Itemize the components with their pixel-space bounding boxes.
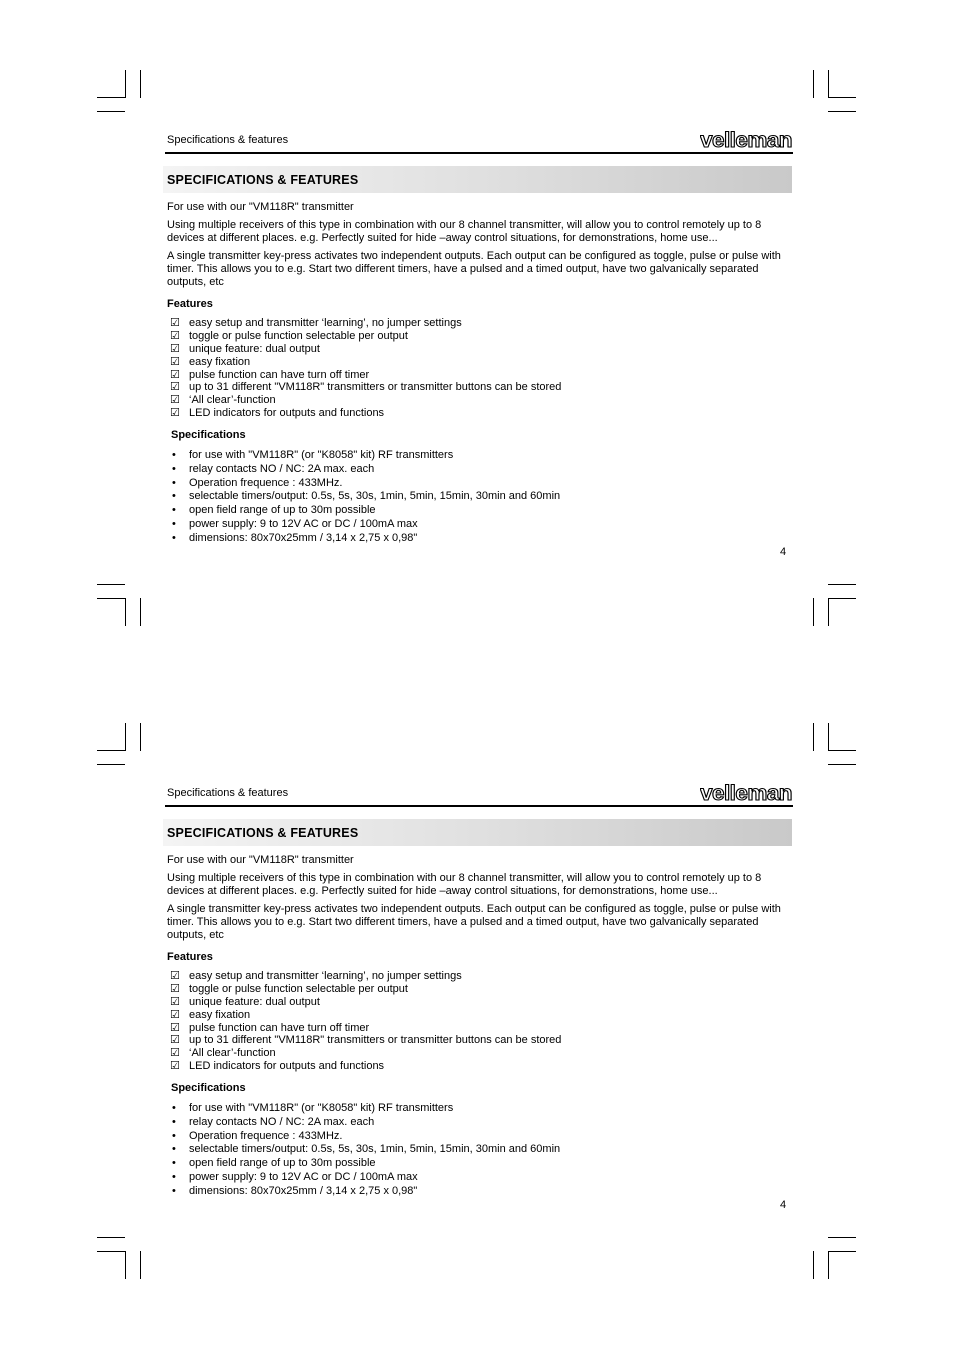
svg-text:velleman: velleman (700, 129, 792, 152)
bullet-dot-icon: • (172, 449, 176, 461)
header-rule (165, 152, 793, 154)
section-title: SPECIFICATIONS & FEATURES (167, 173, 359, 187)
checkbox-checked-icon: ☑ (170, 368, 180, 381)
checkbox-checked-icon: ☑ (170, 381, 180, 394)
list-item: ☑ toggle or pulse function selectable per output (170, 329, 408, 342)
section-title: SPECIFICATIONS & FEATURES (167, 826, 359, 840)
list-item: • for use with "VM118R" (or "K8058" kit) RF transmitters (172, 1102, 454, 1114)
crop-mark (140, 70, 141, 98)
paragraph-1: Using multiple receivers of this type in combination with our 8 channel transmitter, will allow you to control remotely up to 8 devices at different places. e.g. Perfectly suited for hide –away control situations, for demonstrations, home use... (167, 219, 762, 244)
crop-mark (140, 598, 141, 626)
crop-mark (125, 1251, 126, 1279)
list-item: • relay contacts NO / NC: 2A max. each (172, 1115, 375, 1128)
list-item: • dimensions: 80x70x25mm / 3,14 x 2,75 x 0,98" (172, 1184, 418, 1197)
crop-mark (125, 70, 126, 98)
bullet-dot-icon: • (172, 1157, 176, 1170)
bullet-dot-icon: • (172, 476, 176, 489)
bullet-dot-icon: • (172, 1184, 176, 1197)
intro-text: For use with our "VM118R" transmitter (167, 201, 354, 213)
specs-list (170, 449, 560, 546)
checkbox-checked-icon: ☑ (170, 1034, 180, 1047)
crop-mark (97, 111, 125, 112)
crop-mark (828, 723, 829, 751)
list-item: ☑ easy setup and transmitter ‘learning’, no jumper settings (170, 970, 462, 982)
list-item: • Operation frequence : 433MHz. (172, 476, 343, 489)
list-item: ☑ easy fixation (170, 1008, 251, 1021)
paragraph-1: Using multiple receivers of this type in combination with our 8 channel transmitter, will allow you to control remotely up to 8 devices at different places. e.g. Perfectly suited for hide –away control situations, for demonstrations, home use... (167, 872, 762, 897)
list-item: ☑ unique feature: dual output (170, 342, 320, 355)
crop-mark (97, 1237, 125, 1238)
svg-text:velleman: velleman (700, 782, 792, 805)
bullet-dot-icon: • (172, 1143, 176, 1156)
checkbox-checked-icon: ☑ (170, 407, 180, 420)
crop-mark (828, 584, 856, 585)
bullet-dot-icon: • (172, 531, 176, 544)
features-heading: Features (167, 298, 213, 310)
list-item: ☑ ‘All clear’-function (170, 394, 276, 407)
crop-mark (97, 598, 125, 599)
crop-mark (828, 1251, 829, 1279)
list-item: • open field range of up to 30m possible (172, 504, 376, 517)
list-item: • dimensions: 80x70x25mm / 3,14 x 2,75 x 0,98" (172, 531, 418, 544)
specs-list (170, 1102, 560, 1199)
list-item: ☑ unique feature: dual output (170, 995, 320, 1008)
checkbox-checked-icon: ☑ (170, 355, 180, 368)
page-number: 4 (780, 546, 787, 558)
crop-mark (140, 1251, 141, 1279)
intro-text: For use with our "VM118R" transmitter (167, 854, 354, 866)
velleman-logo (700, 128, 792, 152)
bullet-dot-icon: • (172, 1129, 176, 1142)
checkbox-checked-icon: ☑ (170, 394, 180, 407)
list-item: • power supply: 9 to 12V AC or DC / 100mA max (172, 517, 418, 530)
bullet-dot-icon: • (172, 490, 176, 503)
list-item: ☑ up to 31 different "VM118R" transmitters or transmitter buttons can be stored (170, 381, 562, 394)
velleman-logo (700, 781, 792, 805)
crop-mark (125, 598, 126, 626)
header-rule (165, 805, 793, 807)
checkbox-checked-icon: ☑ (170, 342, 180, 355)
crop-mark (828, 1237, 856, 1238)
checkbox-checked-icon: ☑ (170, 1021, 180, 1034)
checkbox-checked-icon: ☑ (170, 995, 180, 1008)
crop-mark (828, 70, 829, 98)
crop-mark (97, 1251, 125, 1252)
crop-mark (828, 97, 856, 98)
bullet-dot-icon: • (172, 462, 176, 475)
checkbox-checked-icon: ☑ (170, 1060, 180, 1073)
list-item: ☑ up to 31 different "VM118R" transmitters or transmitter buttons can be stored (170, 1034, 562, 1047)
list-item: ☑ pulse function can have turn off timer (170, 368, 370, 381)
crop-mark (828, 764, 856, 765)
running-header: Specifications & features (167, 787, 289, 799)
bullet-dot-icon: • (172, 517, 176, 530)
list-item: ☑ easy fixation (170, 355, 251, 368)
crop-mark (97, 584, 125, 585)
running-header: Specifications & features (167, 134, 289, 146)
paragraph-2: A single transmitter key-press activates two independent outputs. Each output can be configured as toggle, pulse or pulse with timer. This allows you to e.g. Start two different timers, have a pulsed and a timed output, have two galvanically separated outputs, etc (167, 250, 781, 288)
list-item: ☑ LED indicators for outputs and functions (170, 1060, 385, 1073)
checkbox-checked-icon: ☑ (170, 317, 180, 329)
paragraph-2: A single transmitter key-press activates two independent outputs. Each output can be configured as toggle, pulse or pulse with timer. This allows you to e.g. Start two different timers, have a pulsed and a timed output, have two galvanically separated outputs, etc (167, 903, 781, 941)
crop-mark (828, 750, 856, 751)
section-band (163, 166, 792, 193)
list-item: ☑ LED indicators for outputs and functions (170, 407, 385, 420)
list-item: • relay contacts NO / NC: 2A max. each (172, 462, 375, 475)
list-item: ☑ easy setup and transmitter ‘learning’, no jumper settings (170, 317, 462, 329)
list-item: • power supply: 9 to 12V AC or DC / 100mA max (172, 1170, 418, 1183)
list-item: • selectable timers/output: 0.5s, 5s, 30s, 1min, 5min, 15min, 30min and 60min (172, 1143, 561, 1156)
list-item: ☑ toggle or pulse function selectable per output (170, 982, 408, 995)
bullet-dot-icon: • (172, 1102, 176, 1114)
crop-mark (813, 1251, 814, 1279)
specs-heading: Specifications (171, 429, 246, 441)
crop-mark (97, 764, 125, 765)
document-page-2 (0, 653, 954, 1306)
checkbox-checked-icon: ☑ (170, 329, 180, 342)
crop-mark (97, 750, 125, 751)
checkbox-checked-icon: ☑ (170, 1008, 180, 1021)
document-page-1 (0, 0, 954, 653)
crop-mark (813, 723, 814, 751)
checkbox-checked-icon: ☑ (170, 982, 180, 995)
bullet-dot-icon: • (172, 504, 176, 517)
crop-mark (813, 70, 814, 98)
list-item: • Operation frequence : 433MHz. (172, 1129, 343, 1142)
checkbox-checked-icon: ☑ (170, 970, 180, 982)
features-list (170, 970, 561, 1073)
crop-mark (140, 723, 141, 751)
crop-mark (828, 1251, 856, 1252)
crop-mark (828, 111, 856, 112)
crop-mark (813, 598, 814, 626)
list-item: ☑ pulse function can have turn off timer (170, 1021, 370, 1034)
list-item: • selectable timers/output: 0.5s, 5s, 30s, 1min, 5min, 15min, 30min and 60min (172, 490, 561, 503)
bullet-dot-icon: • (172, 1115, 176, 1128)
crop-mark (828, 598, 856, 599)
specs-heading: Specifications (171, 1082, 246, 1094)
crop-mark (828, 598, 829, 626)
crop-mark (97, 97, 125, 98)
section-band (163, 819, 792, 846)
features-list (170, 317, 561, 420)
checkbox-checked-icon: ☑ (170, 1047, 180, 1060)
list-item: • open field range of up to 30m possible (172, 1157, 376, 1170)
bullet-dot-icon: • (172, 1170, 176, 1183)
features-heading: Features (167, 951, 213, 963)
crop-mark (125, 723, 126, 751)
list-item: • for use with "VM118R" (or "K8058" kit) RF transmitters (172, 449, 454, 461)
page-number: 4 (780, 1199, 787, 1211)
list-item: ☑ ‘All clear’-function (170, 1047, 276, 1060)
